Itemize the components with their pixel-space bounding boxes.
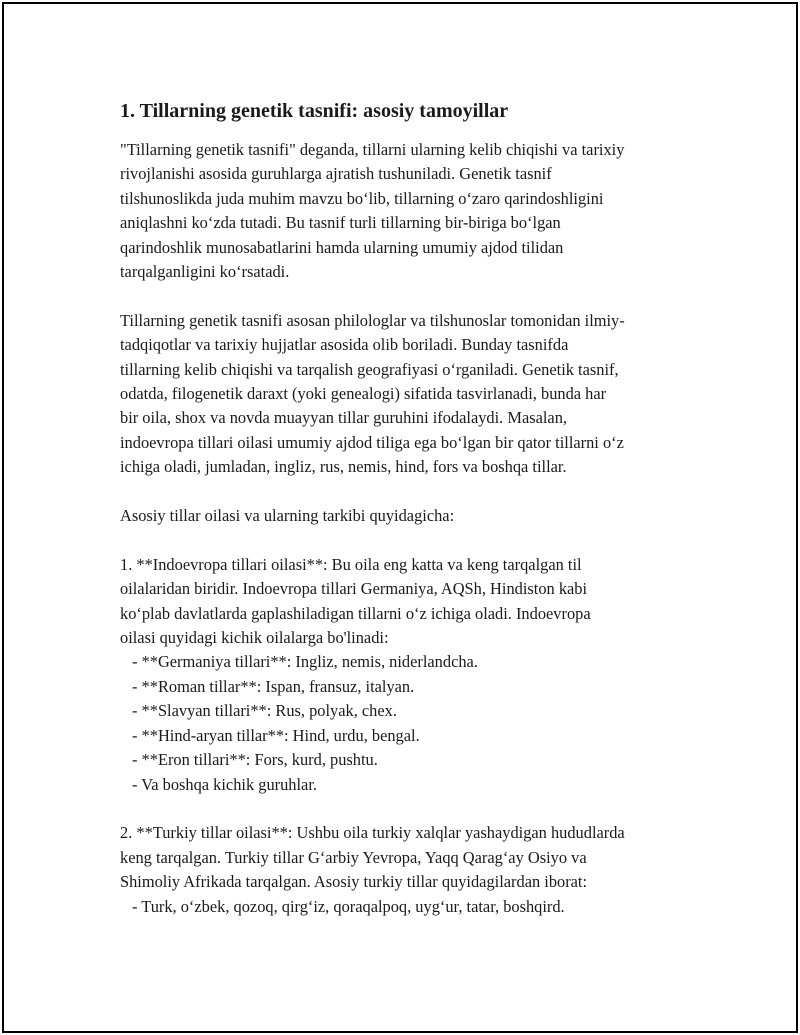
list-item: - **Roman tillar**: Ispan, fransuz, italyan. (132, 676, 415, 696)
paragraph-gap (120, 480, 692, 504)
paragraph-gap (120, 284, 692, 308)
paragraph-gap (120, 528, 692, 552)
list-item: - **Slavyan tillari**: Rus, polyak, chex. (132, 701, 397, 721)
paragraph-2: Tillarning genetik tasnifi asosan philologlar va tilshunoslar tomonidan ilmiy- tadqiqotlar va tarixiy hujjatlar asosida olib boriladi. Bunday tasnifda tillarning kelib chiqishi va tarqalish geografiyasi o‘rganiladi. Genetik tasnif, odatda, filogenetik daraxt (yoki genealogi) sifatida tasvirlanadi, bunda har bir oila, shox va novda muayyan tillar guruhini ifodalaydi. Masalan, indoevropa tillari oilasi umumiy ajdod tiliga ega bo‘lgan bir qator tillarni o‘z ichiga oladi, jumladan, ingliz, rus, nemis, hind, fors va boshqa tillar. (120, 310, 625, 477)
list-item: - Turk, o‘zbek, qozoq, qirg‘iz, qoraqalpoq, uyg‘ur, tatar, boshqird. (132, 896, 565, 916)
paragraph-1: "Tillarning genetik tasnifi" deganda, tillarni ularning kelib chiqishi va tarixiy rivojlanishi asosida guruhlarga ajratish tushuniladi. Genetik tasnif tilshunoslikda juda muhim mavzu bo‘lib, tillarning o‘zaro qarindoshligini aniqlashni ko‘zda tutadi. Bu tasnif turli tillarning bir-biriga bo‘lgan qarindoshlik munosabatlarini hamda ularning umumiy ajdod tilidan tarqalganligini ko‘rsatadi. (120, 140, 625, 282)
section-1-list (120, 650, 692, 796)
list-item: - **Germaniya tillari**: Ingliz, nemis, niderlandcha. (132, 652, 478, 672)
paragraph-3: Asosiy tillar oilasi va ularning tarkibi quyidagicha: (120, 506, 455, 526)
document-body (120, 98, 692, 919)
list-item: - Va boshqa kichik guruhlar. (132, 774, 317, 794)
section-2-intro: 2. **Turkiy tillar oilasi**: Ushbu oila turkiy xalqlar yashaydigan hududlarda keng tarqalgan. Turkiy tillar G‘arbiy Yevropa, Yaqq Qarag‘ay Osiyo va Shimoliy Afrikada tarqalgan. Asosiy turkiy tillar quyidagilardan iborat: (120, 823, 625, 892)
section-2-list (120, 895, 692, 919)
list-item: - **Eron tillari**: Fors, kurd, pushtu. (132, 750, 378, 770)
section-1-intro: 1. **Indoevropa tillari oilasi**: Bu oila eng katta va keng tarqalgan til oilalaridan biridir. Indoevropa tillari Germaniya, AQSh, Hindiston kabi ko‘plab davlatlarda gaplashiladigan tillarni o‘z ichiga oladi. Indoevropa oilasi quyidagi kichik oilalarga bo'linadi: (120, 554, 591, 648)
paragraph-gap (120, 797, 692, 821)
page-frame (2, 2, 798, 1033)
list-item: - **Hind-aryan tillar**: Hind, urdu, bengal. (132, 725, 420, 745)
document-title: 1. Tillarning genetik tasnifi: asosiy tamoyillar (120, 100, 509, 122)
